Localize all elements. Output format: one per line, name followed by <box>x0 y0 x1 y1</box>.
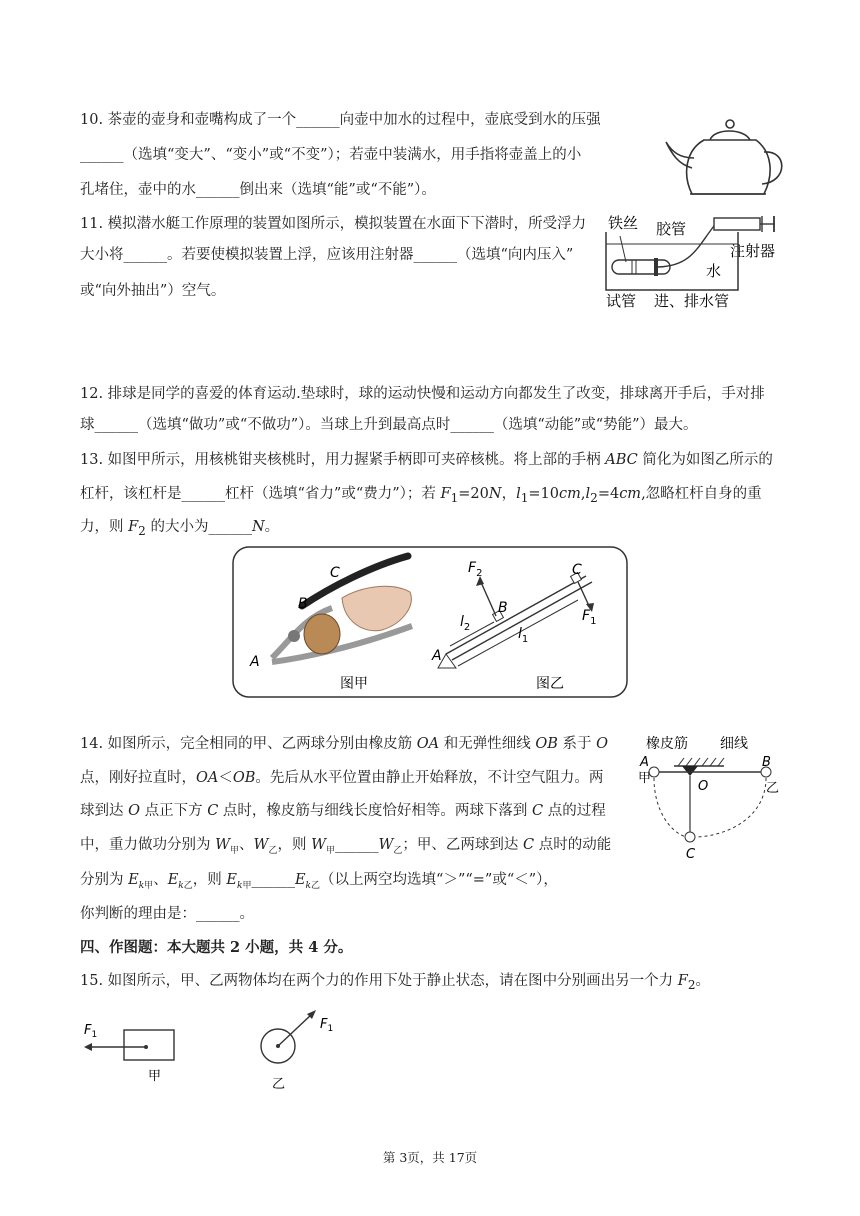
q10-line1: 10. 茶壶的壶身和壶嘴构成了一个______向壶中加水的过程中，壶底受到水的压强 <box>80 112 601 128</box>
label-water: 水 <box>706 262 722 280</box>
section-heading: 四、作图题：本大题共 2 小题，共 4 分。 <box>80 939 353 956</box>
label-C-yi: C <box>572 562 582 578</box>
q15-line1: 15. 如图所示，甲、乙两物体均在两个力的作用下处于静止状态，请在图中分别画出另一个力 $F_2$。 <box>80 973 711 992</box>
label-jia: 甲 <box>638 771 652 786</box>
q11-line1: 11. 模拟潜水艇工作原理的装置如图所示，模拟装置在水面下下潜时，所受浮力 <box>80 216 587 232</box>
pendulum-figure <box>634 730 792 866</box>
q13-line1: 13. 如图甲所示，用核桃钳夹核桃时，用力握紧手柄即可夹碎核桃。将上部的手柄 ABC 简化为如图乙所示的 <box>80 452 773 468</box>
teapot-figure <box>664 112 788 206</box>
label-C: C <box>686 847 696 862</box>
label-F1-yi: $F_1$ <box>320 1017 334 1034</box>
q14-line4: 中，重力做功分别为 $W_甲$、$W_乙$，则 $W_甲\_\_\_\_\_\_W_乙$；甲、乙两球到达 C 点时的动能 <box>80 837 612 856</box>
label-l2: $l_2$ <box>460 614 471 633</box>
q11-line2: 大小将______。若要使模拟装置上浮，应该用注射器______（选填“向内压入” <box>80 247 574 263</box>
label-F1-jia: $F_1$ <box>84 1023 98 1040</box>
q14-line6: 你判断的理由是：______。 <box>80 906 254 922</box>
q12-line2: 球______（选填“做功”或“不做功”）。当球上升到最高点时______（选填“动能”或“势能”）最大。 <box>80 417 698 433</box>
q14-line5: 分别为 $E_{k甲}$、$E_{k乙}$，则 $E_{k甲}\_\_\_\_\_\_E_{k乙}$（以上两空均选填“＞”“=”或“＜”）， <box>80 872 558 891</box>
q14-line2: 点，刚好拉直时，OA＜OB。先后从水平位置由静止开始释放，不计空气阻力。两 <box>80 770 604 786</box>
label-rubber: 橡皮筋 <box>646 736 688 752</box>
q14-line3: 球到达 O 点正下方 C 点时，橡皮筋与细线长度恰好相等。两球下落到 C 点的过程 <box>80 803 606 819</box>
label-O: O <box>698 779 709 794</box>
label-inout: 进、排水管 <box>654 292 730 310</box>
label-thread: 细线 <box>720 736 748 752</box>
label-B: B <box>762 755 771 770</box>
q14-line1: 14. 如图所示，完全相同的甲、乙两球分别由橡皮筋 OA 和无弹性细线 OB 系于 O <box>80 736 609 752</box>
label-tube: 试管 <box>606 292 637 310</box>
label-l1: $l_1$ <box>518 626 529 645</box>
q10-line3: 孔堵住，壶中的水______倒出来（选填“能”或“不能”）。 <box>80 182 436 198</box>
label-B-yi: B <box>498 600 508 616</box>
label-F2: $F_2$ <box>468 560 483 579</box>
submarine-figure <box>602 206 788 312</box>
q12-line1: 12. 排球是同学的喜爱的体育运动.垫球时，球的运动快慢和运动方向都发生了改变，排球离开手后，手对排 <box>80 386 765 402</box>
force-figure-jia <box>80 1020 184 1084</box>
label-A-yi: A <box>432 648 442 664</box>
label-A-jia: A <box>250 654 260 670</box>
force-figure-yi <box>252 1004 348 1094</box>
nutcracker-figure <box>232 546 628 698</box>
caption-jia: 图甲 <box>340 676 368 692</box>
label-yi: 乙 <box>766 781 780 796</box>
page-footer: 第 3页，共 17页 <box>382 1150 478 1165</box>
q11-line3: 或“向外抽出”）空气。 <box>80 283 226 299</box>
label-syringe: 注射器 <box>730 242 776 260</box>
label-jia-15: 甲 <box>148 1069 162 1084</box>
label-wire: 铁丝 <box>608 214 639 232</box>
q10-line2: ______（选填“变大”、“变小”或“不变”）；若壶中装满水，用手指将壶盖上的小 <box>80 147 582 163</box>
label-A: A <box>640 755 649 770</box>
label-F1: $F_1$ <box>582 608 597 627</box>
caption-yi: 图乙 <box>536 676 564 692</box>
label-C-jia: C <box>330 565 340 581</box>
label-B-jia: B <box>298 596 308 612</box>
label-hose: 胶管 <box>656 220 687 238</box>
q13-line3: 力，则 $F_2$ 的大小为______N。 <box>80 519 280 538</box>
label-yi-15: 乙 <box>272 1077 286 1092</box>
q13-line2: 杠杆，该杠杆是______杠杆（选填“省力”或“费力”）；若 $F_1=20N$，$l_1=10cm,l_2=4cm$,忽略杠杆自身的重 <box>80 486 762 505</box>
